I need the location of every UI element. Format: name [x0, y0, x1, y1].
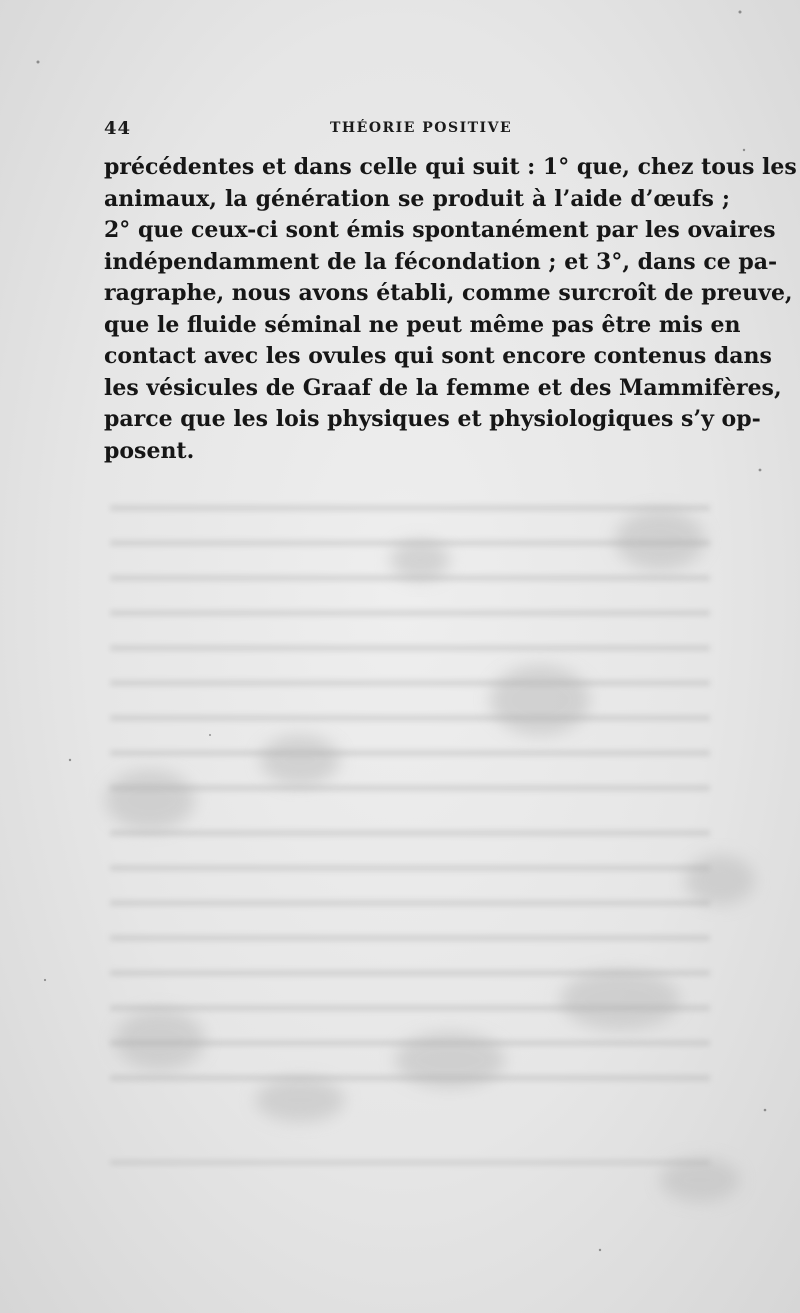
- text-line: animaux, la génération se produit à l’aide d’œufs ;: [104, 185, 730, 212]
- text-line: posent.: [104, 437, 195, 464]
- text-line: les vésicules de Graaf de la femme et des Mammifères,: [104, 374, 782, 401]
- text-line: précédentes et dans celle qui suit : 1° que, chez tous les: [104, 154, 797, 180]
- running-head: THÉORIE POSITIVE: [330, 120, 513, 136]
- text-line: indépendamment de la fécondation ; et 3°, dans ce pa-: [104, 248, 778, 275]
- text-line: ragraphe, nous avons établi, comme surcroît de preuve,: [104, 280, 793, 306]
- page-header: [102, 118, 732, 142]
- text-line: parce que les lois physiques et physiologiques s’y op-: [104, 406, 761, 432]
- text-line: contact avec les ovules qui sont encore contenus dans: [104, 343, 772, 369]
- text-line: 2° que ceux-ci sont émis spontanément par les ovaires: [104, 217, 776, 243]
- text-line: que le fluide séminal ne peut même pas être mis en: [104, 311, 741, 338]
- page-number: 44: [104, 118, 132, 139]
- body-paragraph: [104, 152, 797, 467]
